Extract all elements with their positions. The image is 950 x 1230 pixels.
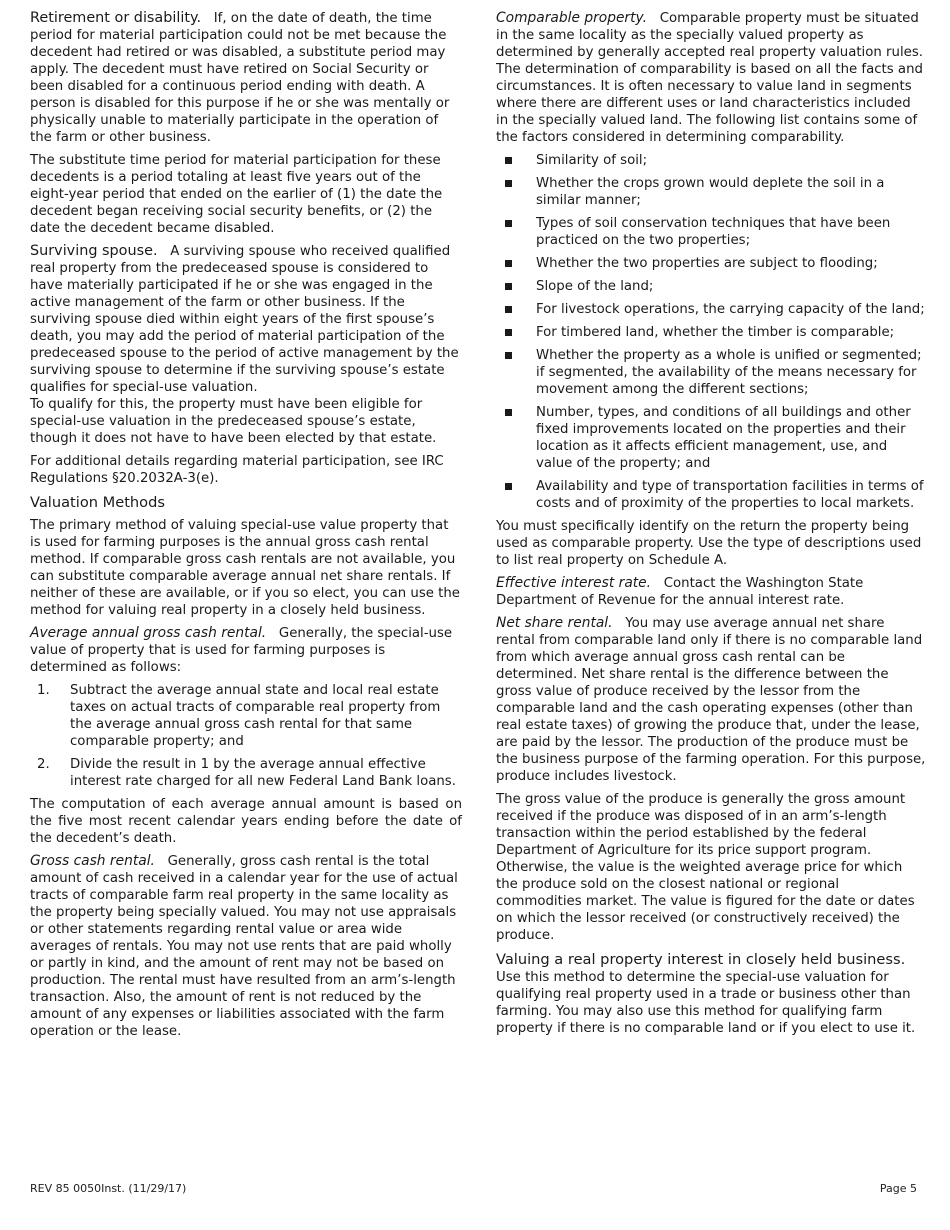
- closely-held-heading: Valuing a real property interest in closely held business.: [496, 951, 906, 968]
- closely-held-paragraph: Use this method to determine the special-use valuation for qualifying real property used in a trade or business other than farming. You may also use this method for qualifying farm property if there is no comparable land or if you elect to use it.: [496, 970, 916, 1036]
- net-share-rental-paragraph: [496, 615, 926, 785]
- net-share-rental-text: You may use average annual net share rental from comparable land only if there is no comparable land from which average annual gross cash rental can be determined. Net share rental is the difference between the gross value of produce received by the lessor from the comparable land and the cash operating expenses (other than real estate taxes) of growing the produce that, under the lease, are paid by the lessor. The production of the produce must be the business purpose of the farming operation. For this purpose, produce includes livestock.: [496, 616, 926, 784]
- bullet-icon: [505, 306, 512, 313]
- surviving-spouse-paragraph: [30, 243, 462, 396]
- average-rental-text: Generally, the special-use value of property that is used for farming purposes is determined as follows:: [30, 626, 453, 675]
- list-item: For livestock operations, the carrying capacity of the land;: [496, 301, 926, 318]
- form-number: REV 85 0050Inst. (11/29/17): [30, 1182, 187, 1195]
- list-item: Whether the two properties are subject to flooding;: [496, 255, 926, 272]
- net-share-rental-heading: Net share rental.: [496, 615, 613, 631]
- bullet-icon: [505, 283, 512, 290]
- computation-steps-list: [30, 682, 462, 790]
- surviving-spouse-heading: Surviving spouse.: [30, 243, 158, 259]
- list-item: Slope of the land;: [496, 278, 926, 295]
- primary-method-paragraph: The primary method of valuing special-use value property that is used for farming purposes is the annual gross cash rental method. If comparable gross cash rentals are not available, you can substitute comparable average annual net share rentals. If neither of these are available, or if you so elect, you can use the method for valuing real property in a closely held business.: [30, 518, 460, 618]
- average-rental-paragraph: [30, 625, 462, 676]
- retirement-paragraph: [30, 10, 462, 146]
- additional-details-paragraph: For additional details regarding material participation, see IRC Regulations §20.2032A-3(e).: [30, 454, 444, 486]
- gross-cash-rental-text: Generally, gross cash rental is the total amount of cash received in a calendar year for the use of actual tracts of comparable farm real property in the same locality as the property being specially valued. You may not use appraisals or other statements regarding rental value or area wide averages of rentals. You may not use rents that are paid wholly or partly in kind, and the amount of rent may not be based on production. The rental must have resulted from an arm’s-length transaction. Also, the amount of rent is not reduced by the amount of any expenses or liabilities associated with the farm operation or the lease.: [30, 854, 458, 1039]
- effective-interest-text: Contact the Washington State Department of Revenue for the annual interest rate.: [496, 576, 864, 608]
- retirement-heading: Retirement or disability.: [30, 10, 202, 26]
- bullet-icon: [505, 220, 512, 227]
- surviving-spouse-text: A surviving spouse who received qualified real property from the predeceased spouse is considered to have materially participated if he or she was engaged in the active management of the farm or other business. If the surviving spouse died within eight years of the first spouse’s death, you may add the period of material participation of the predeceased spouse to the period of active management by the surviving spouse to determine if the surviving spouse’s estate qualifies for special-use valuation.: [30, 244, 459, 395]
- list-item: Whether the property as a whole is unified or segmented; if segmented, the availability of the means necessary for movement among the different sections;: [496, 347, 926, 398]
- substitute-period-paragraph: The substitute time period for material participation for these decedents is a period totaling at least five years out of the eight-year period that ended on the earlier of (1) the date the decedent began receiving social security benefits, or (2) the date the decedent became disabled.: [30, 153, 443, 236]
- right-column: [496, 10, 926, 1043]
- gross-cash-rental-heading: Gross cash rental.: [30, 853, 155, 869]
- list-item: Number, types, and conditions of all buildings and other fixed improvements located on the properties and their location as it affects efficient management, use, and value of the property; and: [496, 404, 926, 472]
- bullet-icon: [505, 483, 512, 490]
- bullet-icon: [505, 352, 512, 359]
- list-item: For timbered land, whether the timber is comparable;: [496, 324, 926, 341]
- retirement-text: If, on the date of death, the time period for material participation could not be met because the decedent had retired or was disabled, a substitute period may apply. The decedent must have retired on Social Security or been disabled for a continuous period ending with death. A person is disabled for this purpose if he or she was mentally or physically unable to materially participate in the operation of the farm or other business.: [30, 11, 450, 145]
- bullet-icon: [505, 157, 512, 164]
- valuation-methods-heading: Valuation Methods: [30, 494, 165, 511]
- gross-cash-rental-paragraph: [30, 853, 462, 1040]
- list-item: Availability and type of transportation facilities in terms of costs and of proximity of the properties to local markets.: [496, 478, 926, 512]
- list-item: Similarity of soil;: [496, 152, 926, 169]
- bullet-icon: [505, 329, 512, 336]
- comparable-property-text: Comparable property must be situated in the same locality as the specially valued property as determined by generally accepted real property valuation rules. The determination of comparability is based on all the facts and circumstances. It is often necessary to value land in segments where there are different uses or land characteristics included in the specially valued land. The following list contains some of the factors considered in determining comparability.: [496, 11, 923, 145]
- list-item: Whether the crops grown would deplete the soil in a similar manner;: [496, 175, 926, 209]
- list-item: Types of soil conservation techniques that have been practiced on the two properties;: [496, 215, 926, 249]
- computation-paragraph: The computation of each average annual amount is based on the five most recent calendar years ending before the date of the decedent’s death.: [30, 797, 462, 846]
- list-item: 1. Subtract the average annual state and local real estate taxes on actual tracts of comparable real property from the average annual gross cash rental for that same comparable property; and: [37, 683, 441, 749]
- gross-value-paragraph: The gross value of the produce is generally the gross amount received if the produce was disposed of in an arm’s-length transaction within the period established by the federal Department of Agriculture for its price support program. Otherwise, the value is the weighted average price for which the produce sold on the closest national or regional commodities market. The value is figured for the date or dates on which the lessor received (or constructively received) the produce.: [496, 792, 915, 943]
- bullet-icon: [505, 260, 512, 267]
- list-item: 2. Divide the result in 1 by the average annual effective interest rate charged for all new Federal Land Bank loans.: [37, 757, 456, 789]
- comparable-property-heading: Comparable property.: [496, 10, 647, 26]
- surviving-spouse-qualify-paragraph: To qualify for this, the property must have been eligible for special-use valuation in the predeceased spouse’s estate, though it does not have to have been elected by that estate.: [30, 397, 437, 446]
- average-rental-heading: Average annual gross cash rental.: [30, 625, 267, 641]
- effective-interest-heading: Effective interest rate.: [496, 575, 652, 591]
- page-number: Page 5: [879, 1182, 917, 1195]
- bullet-icon: [505, 180, 512, 187]
- identify-property-paragraph: You must specifically identify on the return the property being used as comparable property. Use the type of descriptions used to list real property on Schedule A.: [496, 519, 922, 568]
- effective-interest-paragraph: [496, 575, 926, 609]
- comparable-property-paragraph: [496, 10, 926, 146]
- bullet-icon: [505, 409, 512, 416]
- left-column: [30, 10, 462, 1046]
- comparability-factors-list: [496, 152, 926, 512]
